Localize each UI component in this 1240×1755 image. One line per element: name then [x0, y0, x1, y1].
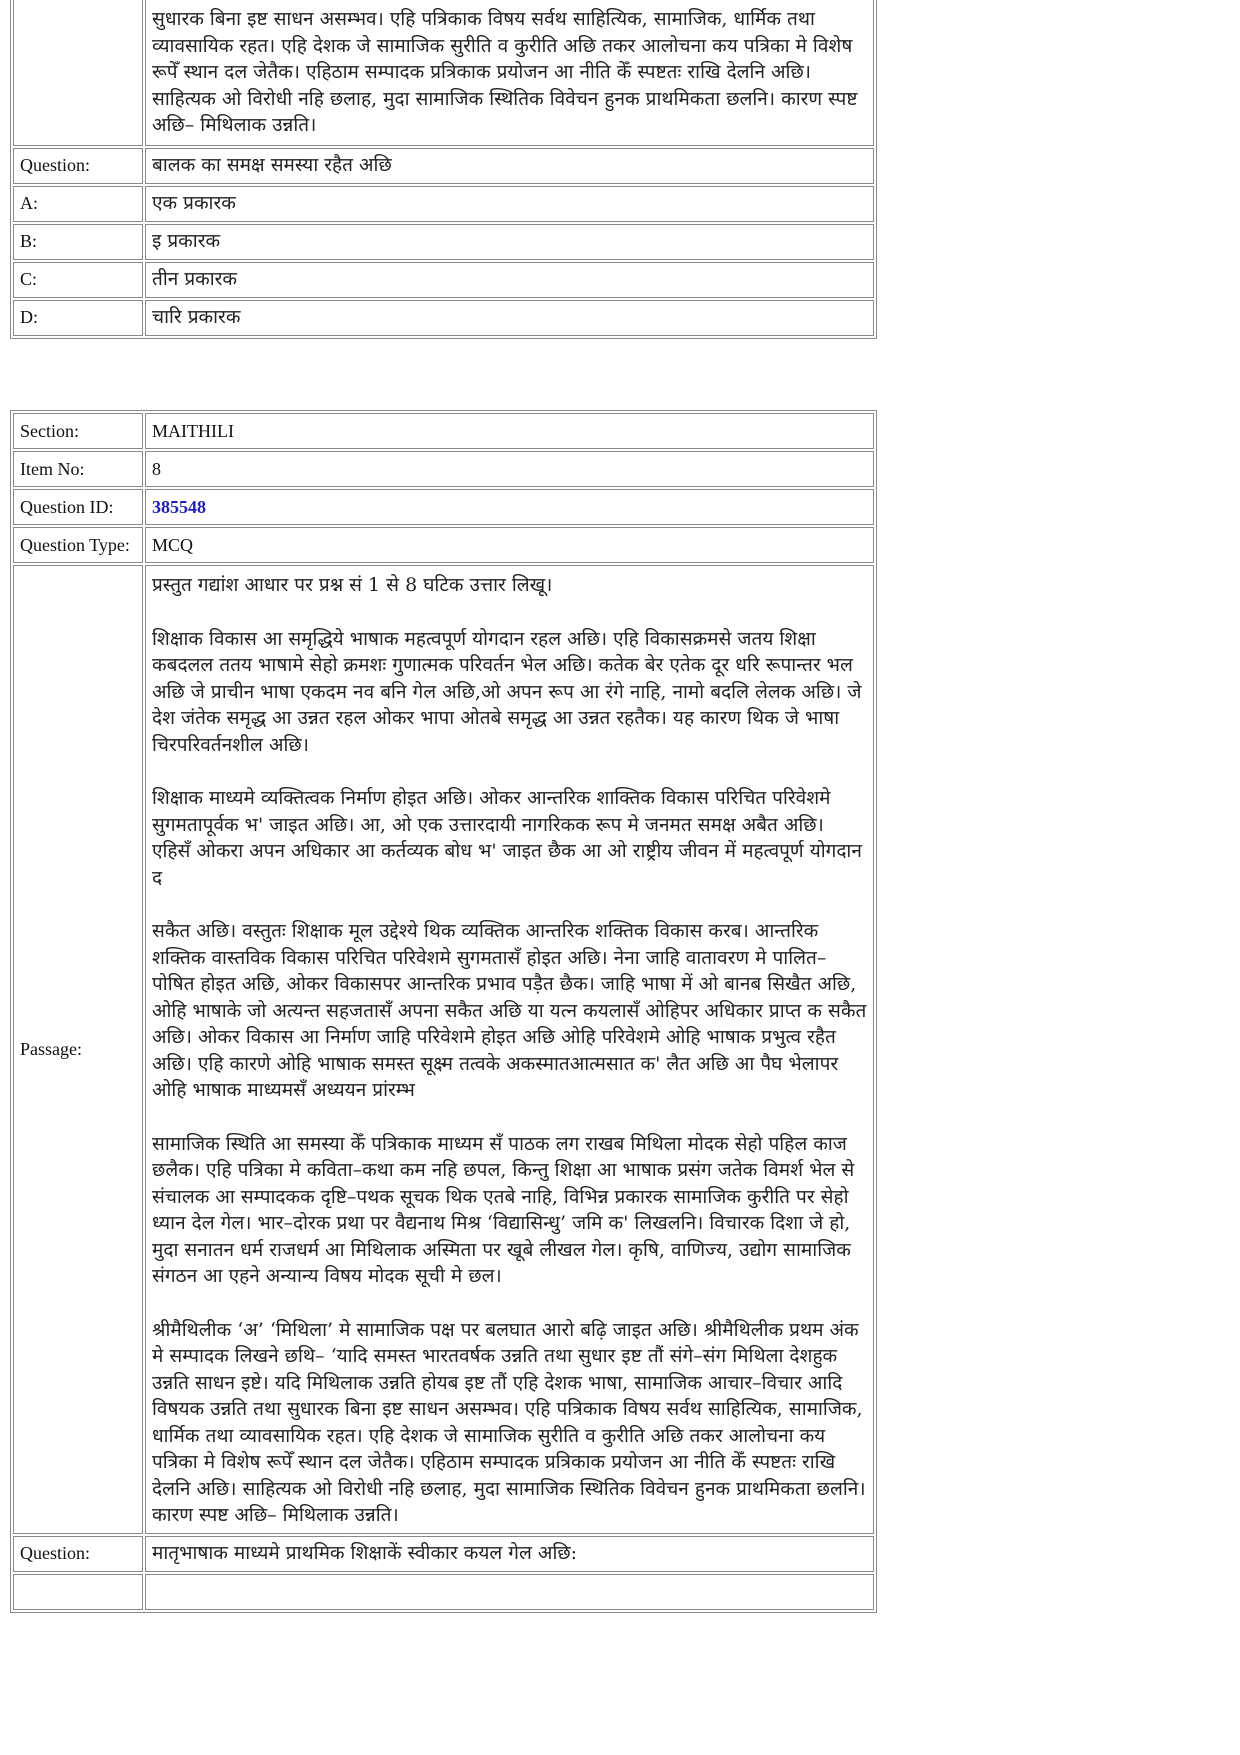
question-id-value: 385548: [152, 496, 206, 517]
section-value: MAITHILI: [145, 413, 874, 449]
passage-label-cell: [13, 0, 143, 146]
passage-paragraph-2: शिक्षाक विकास आ समृद्धिये भाषाक महत्वपूर्ण योगदान रहल अछि। एहि विकासक्रमसे जतय शिक्षा कबदलल ततय भाषामे सेहो क्रमशः गुणात्मक परिवर्तन भेल अछि। कतेक बेर एतेक दूर धरि रूपान्तर भल अछि जे प्राचीन भाषा एकदम नव बनि गेल अछि,ओ अपन रूप आ रंगे नाहि, नामो बदलि लेलक अछि। जे देश जंतेक समृद्ध आ उन्नत रहल ओकर भापा ओतबे समृद्ध आ उन्नत रहतैक। यह कारण थिक जे भाषा चिरपरिवर्तनशील अछि।: [152, 627, 862, 756]
question-block-8: [10, 410, 877, 1613]
passage-paragraph-4: सकैत अछि। वस्तुतः शिक्षाक मूल उद्देश्ये थिक व्यक्तिक आन्तरिक शक्तिक विकास करब। आन्तरिक शक्तिक वास्तविक विकास परिचित परिवेशमे सुगमतासँ होइत अछि। नेना जाहि वातावरण मे पालित–पोषित होइत अछि, ओकर विकासपर आन्तरिक प्रभाव पड़ैत छैक। जाहि भाषा में ओ बानब सिखैत अछि, ओहि भाषाके जो अत्यन्त सहजतासँ अपना सकैत अछि या यत्न कयलासँ ओहिपर अधिकार प्राप्त क सकैत अछि। ओकर विकास आ निर्माण जाहि परिवेशमे होइत अछि ओहि परिवेशमे ओहि भाषाक प्रभुत्व रहैत अछि। एहि कारणे ओहि भाषाक समस्त सूक्ष्म तत्वके अकस्मातआत्मसात क' लैत अछि आ पैघ भेलापर ओहि भाषाक माध्यमसँ अध्ययन प्रांरम्भ: [152, 920, 867, 1101]
option-text-empty: [145, 1574, 874, 1610]
passage-body: [145, 565, 874, 1534]
question-id-label: Question ID:: [13, 489, 143, 525]
passage-tail: [145, 0, 874, 146]
passage-paragraph-3: शिक्षाक माध्यमे व्यक्तित्वक निर्माण होइत अछि। ओकर आन्तरिक शाक्तिक विकास परिचित परिवेशमे सुगमतापूर्वक भ' जाइत अछि। आ, ओ एक उत्तारदायी नागरिकक रूप मे जनमत समक्ष अबैत अछि। एहिसँ ओकरा अपन अधिकार आ कर्तव्यक बोध भ' जाइत छैक आ ओ राष्ट्रीय जीवन में महत्वपूर्ण योगदान द: [152, 787, 862, 889]
question-type-label: Question Type:: [13, 527, 143, 563]
question-id-cell: [145, 489, 874, 525]
passage-paragraph-1: प्रस्तुत गद्यांश आधार पर प्रश्न सं 1 से 8 घटिक उत्तार लिखू।: [152, 574, 553, 596]
question-label: Question:: [13, 1536, 143, 1572]
option-d-label: D:: [13, 300, 143, 336]
option-d-text: चारि प्रकारक: [145, 300, 874, 336]
option-b-text: इ प्रकारक: [145, 224, 874, 260]
option-a-text: एक प्रकारक: [145, 186, 874, 222]
question-text: बालक का समक्ष समस्या रहैत अछि: [145, 148, 874, 184]
section-label: Section:: [13, 413, 143, 449]
item-no-label: Item No:: [13, 451, 143, 487]
option-b-label: B:: [13, 224, 143, 260]
passage-paragraph-5: सामाजिक स्थिति आ समस्या केँ पत्रिकाक माध्यम सँ पाठक लग राखब मिथिला मोदक सेहो पहिल काज छलैक। एहि पत्रिका मे कविता–कथा कम नहि छपल, किन्तु शिक्षा आ भाषाक प्रसंग जतेक विमर्श भेल से संचालक आ सम्पादकक दृष्टि–पथक सूचक थिक एतबे नाहि, विभिन्न प्रकारक सामाजिक कुरीति पर सेहो ध्यान देल गेल। भार–दोरक प्रथा पर वैद्यनाथ मिश्र ‘विद्यासिन्धु’ जमि क' लिखलनि। विचारक दिशा जे हो, मुदा सनातन धर्म राजधर्म आ मिथिलाक अस्मिता पर खूबे लीखल गेल। कृषि, वाणिज्य, उद्योग सामाजिक संगठन आ एहने अन्यान्य विषय मोदक सूची मे छल।: [152, 1132, 855, 1287]
passage-label: Passage:: [13, 565, 143, 1534]
question-text: मातृभाषाक माध्यमे प्राथमिक शिक्षाकें स्वीकार कयल गेल अछि:: [145, 1536, 874, 1572]
option-label-empty: [13, 1574, 143, 1610]
option-c-label: C:: [13, 262, 143, 298]
option-c-text: तीन प्रकारक: [145, 262, 874, 298]
passage-paragraph: सुधारक बिना इष्ट साधन असम्भव। एहि पत्रिकाक विषय सर्वथ साहित्यिक, सामाजिक, धार्मिक तथा व्यावसायिक रहत। एहि देशक जे सामाजिक सुरीति व कुरीति अछि तकर आलोचना कय पत्रिका मे विशेष रूपेँ स्थान दल जेतैक। एहिठाम सम्पादक प्रत्रिकाक प्रयोजन आ नीति केँ स्पष्टतः राखि देलनि अछि। साहित्यक ओ विरोधी नहि छलाह, मुदा सामाजिक स्थितिक विवेचन हुनक प्राथमिकता छलनि। कारण स्पष्ट अछि– मिथिलाक उन्नति।: [152, 8, 858, 136]
passage-paragraph-6: श्रीमैथिलीक ‘अ’ ‘मिथिला’ मे सामाजिक पक्ष पर बलघात आरो बढ़ि जाइत अछि। श्रीमैथिलीक प्रथम अंक मे सम्पादक लिखने छथि– ‘यादि समस्त भारतवर्षक उन्नति तथा सुधार इष्ट तौं संगे–संग मिथिला देशहुक उन्नति साधन इष्टे। यदि मिथिलाक उन्नति होयब इष्ट तौं एहि देशक भाषा, सामाजिक आचार–विचार आदि विषयक उन्नति तथा सुधारक बिना इष्ट साधन असम्भव। एहि पत्रिकाक विषय सर्वथ साहित्यिक, सामाजिक, धार्मिक तथा व्यावसायिक रहत। एहि देशक जे सामाजिक सुरीति व कुरीति अछि तकर आलोचना कय पत्रिका मे विशेष रूपेँ स्थान दल जेतैक। एहिठाम सम्पादक प्रत्रिकाक प्रयोजन आ नीति केँ स्पष्टतः राखि देलनि अछि। साहित्यक ओ विरोधी नहि छलाह, मुदा सामाजिक स्थितिक विवेचन हुनक प्राथमिकता छलनि। कारण स्पष्ट अछि– मिथिलाक उन्नति।: [152, 1318, 866, 1526]
option-a-label: A:: [13, 186, 143, 222]
question-type-value: MCQ: [145, 527, 874, 563]
item-no-value: 8: [145, 451, 874, 487]
question-label: Question:: [13, 148, 143, 184]
question-block-7: [10, 0, 877, 339]
